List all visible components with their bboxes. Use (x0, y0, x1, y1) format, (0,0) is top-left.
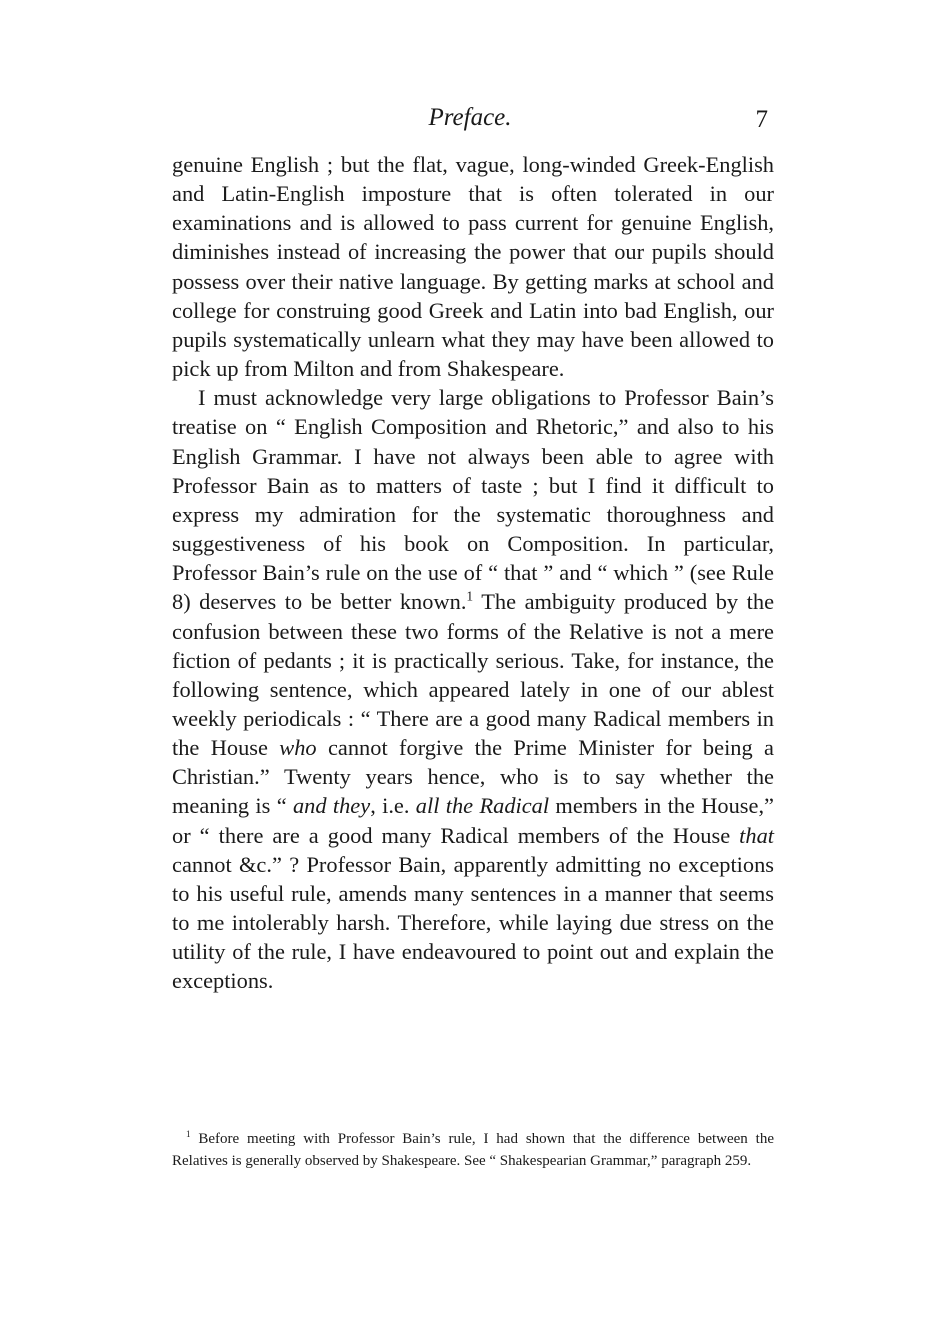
footnote (172, 1128, 774, 1172)
footnote-reference: 1 (466, 588, 474, 604)
body-text (172, 150, 774, 996)
italic-who: who (279, 735, 317, 761)
page-number: 7 (755, 106, 768, 133)
paragraph-2-part-f: cannot &c.” ? Professor Bain, apparently admitting no exceptions to his useful rule, amends many sentences in a manner that seems to me intolerably harsh. Therefore, while laying due stress on the utility of the rule, I have endeavoured to point out and explain the exceptions. (172, 851, 774, 994)
footnote-mark: 1 (186, 1129, 191, 1139)
page-header (160, 100, 780, 140)
footnote-text: Before meeting with Professor Bain’s rule, I had shown that the difference between the Relatives is generally observed by Shakespeare. See “ Shakespearian Grammar,” paragraph 259. (172, 1131, 774, 1169)
paragraph-2-part-d: , i.e. (370, 793, 416, 819)
paragraph-2 (172, 383, 774, 995)
paragraph-2-part-c: cannot forgive the Prime Minister for being a Christian.” Twenty years hence, who is to say whether the meaning is “ (172, 735, 774, 819)
italic-that: that (739, 822, 774, 848)
running-title: Preface. (428, 104, 512, 131)
footnote-text-block (172, 1128, 774, 1172)
paragraph-1: genuine English ; but the flat, vague, long-winded Greek-English and Latin-English imposture that is often tolerated in our examinations and is allowed to pass current for genuine English, diminishes instead of increasing the power that our pupils should possess over their native language. By getting marks at school and college for construing good Greek and Latin into bad English, our pupils systematically unlearn what they may have been allowed to pick up from Milton and from Shakespeare. (172, 152, 774, 382)
italic-and-they: and they (292, 793, 371, 819)
paragraph-2-part-b: The ambiguity produced by the confusion between these two forms of the Relative is not a mere fiction of pedants ; it is practically serious. Take, for instance, the following sentence, which appeared lately in one of our ablest weekly periodicals : “ There are a good many Radical members in the House (172, 589, 775, 761)
paragraph-2-part-e: members in the House,” or “ there are a good many Radical members of the House (172, 793, 774, 848)
paragraph-2-part-a: I must acknowledge very large obligations to Professor Bain’s treatise on “ English Composition and Rhetoric,” and also to his English Grammar. I have not always been able to agree with Professor Bain as to matters of taste ; but I find it difficult to express my admiration for the systematic thoroughness and suggestiveness of his book on Composition. In particular, Professor Bain’s rule on the use of “ that ” and “ which ” (see Rule 8) deserves to be better known. (172, 385, 774, 615)
italic-all-the-radical: all the Radical (415, 793, 550, 819)
